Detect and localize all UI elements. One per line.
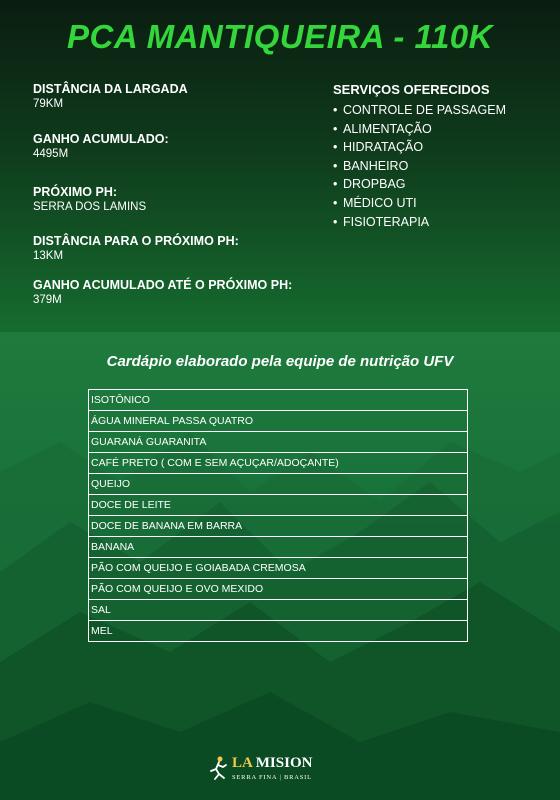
menu-title: Cardápio elaborado pela equipe de nutrição UFV (106, 353, 454, 370)
info-value: 13KM (33, 250, 64, 262)
services-title: SERVIÇOS OFERECIDOS (333, 82, 490, 97)
la-mision-logo (208, 754, 358, 784)
info-value: 4495M (33, 148, 69, 160)
service-item: • ALIMENTAÇÃO (333, 121, 432, 136)
info-elevation-gain (33, 132, 169, 160)
table-row (89, 516, 468, 537)
info-label: GANHO ACUMULADO ATÉ O PRÓXIMO PH: (33, 278, 293, 292)
runner-logo-icon (208, 756, 228, 780)
table-row (89, 558, 468, 579)
service-item: • HIDRATAÇÃO (333, 140, 424, 155)
menu-item: GUARANÁ GUARANITA (89, 432, 468, 453)
info-label: DISTÂNCIA DA LARGADA (33, 82, 188, 96)
table-row (89, 621, 468, 642)
info-value: SERRA DOS LAMINS (33, 201, 147, 213)
service-item: • DROPBAG (333, 177, 406, 192)
table-row (89, 495, 468, 516)
menu-item: BANANA (89, 537, 468, 558)
info-distance-to-next (33, 234, 239, 262)
menu-item: ISOTÔNICO (89, 390, 468, 411)
services-panel (333, 82, 553, 231)
table-row (89, 453, 468, 474)
menu-item: SAL (89, 600, 468, 621)
logo-wordmark: LA MISION (232, 755, 313, 771)
menu-item: ÁGUA MINERAL PASSA QUATRO (89, 411, 468, 432)
service-item: • FISIOTERAPIA (333, 214, 430, 229)
service-item: • BANHEIRO (333, 158, 409, 173)
info-value: 379M (33, 294, 62, 306)
table-row (89, 390, 468, 411)
info-value: 79KM (33, 98, 64, 110)
menu-item: DOCE DE BANANA EM BARRA (89, 516, 468, 537)
logo-subtitle: SERRA FINA | BRASIL (232, 774, 312, 781)
service-item: • CONTROLE DE PASSAGEM (333, 103, 506, 117)
menu-item: PÃO COM QUEIJO E GOIABADA CREMOSA (89, 558, 468, 579)
menu-item: PÃO COM QUEIJO E OVO MEXIDO (89, 579, 468, 600)
menu-table (88, 389, 468, 642)
table-row (89, 579, 468, 600)
menu-item: CAFÉ PRETO ( COM E SEM AÇUÇAR/ADOÇANTE) (89, 453, 468, 474)
table-row (89, 411, 468, 432)
info-distance-from-start (33, 82, 188, 110)
table-row (89, 474, 468, 495)
info-label: DISTÂNCIA PARA O PRÓXIMO PH: (33, 234, 239, 248)
table-row (89, 600, 468, 621)
menu-item: DOCE DE LEITE (89, 495, 468, 516)
info-next-checkpoint (33, 185, 146, 213)
table-row (89, 537, 468, 558)
info-gain-to-next (33, 278, 292, 306)
menu-item: MEL (89, 621, 468, 642)
services-list (333, 101, 553, 231)
service-item: • MÉDICO UTI (333, 195, 417, 210)
info-label: PRÓXIMO PH: (33, 185, 118, 199)
menu-item: QUEIJO (89, 474, 468, 495)
table-row (89, 432, 468, 453)
page-title: PCA MANTIQUEIRA - 110K (67, 18, 493, 55)
info-label: GANHO ACUMULADO: (33, 132, 169, 146)
